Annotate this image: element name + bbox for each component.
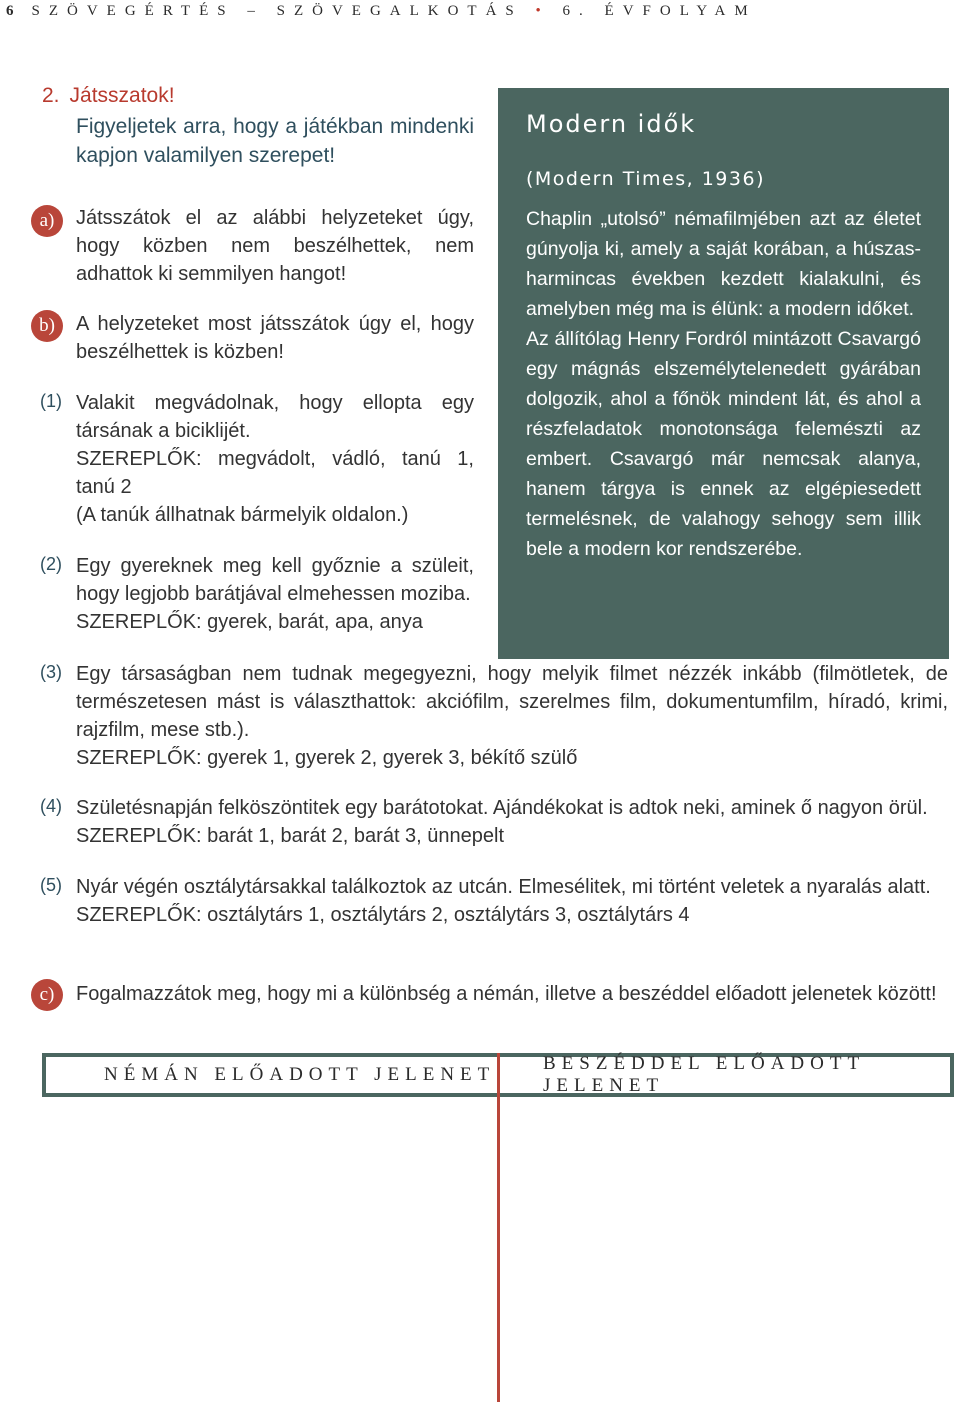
page-number: 6: [6, 2, 14, 19]
situation-1-note: (A tanúk állhatnak bármelyik oldalon.): [76, 504, 409, 526]
situation-3-number: (3): [40, 662, 62, 682]
task-c-text: Fogalmazzátok meg, hogy mi a különbség a némán, illetve a beszéddel előadott jelenetek között!: [76, 983, 937, 1005]
situation-5-roles: SZEREPLŐK: osztálytárs 1, osztálytárs 2, osztálytárs 3, osztálytárs 4: [76, 904, 690, 926]
running-title-part1: SZÖVEGÉRTÉS: [31, 2, 235, 19]
info-box-paragraph-1: Chaplin „utolsó” némafilmjében azt az életet gúnyolja ki, amely a saját korában, a húszas-harmincas években kezdett kialakulni, és amelyben még ma is élünk: a modern időket.: [526, 208, 921, 320]
info-box-title: Modern idők: [526, 110, 697, 138]
column-header-silent: NÉMÁN ELŐADOTT JELENET: [104, 1064, 496, 1085]
running-title-part3: 6. ÉVFOLYAM: [562, 2, 757, 19]
situation-4-number: (4): [40, 796, 62, 816]
situation-2-text: Egy gyereknek meg kell győznie a szüleit, hogy legjobb barátjával elmehessen moziba.: [76, 555, 474, 605]
running-title-dot: •: [535, 2, 550, 19]
section-title: [42, 84, 175, 108]
info-box-paragraph-2: Az állítólag Henry Fordról mintázott Csavargó egy mágnás elszemélytelenedett gyárában dolgozik, ahol a főnök mindent lát, és ahol a részfeladatok monotonsága felemészti az embert. Csavargó már nemcsak alanya, hanem tárgya is ennek az elgépiesedett termelésnek, de valahogy sehogy sem illik bele a modern kor rendszerébe.: [526, 328, 921, 560]
task-badge-b: b): [31, 310, 63, 342]
situation-3-roles: SZEREPLŐK: gyerek 1, gyerek 2, gyerek 3, békítő szülő: [76, 747, 578, 769]
situation-1-text: Valakit megvádolnak, hogy ellopta egy társának a biciklijét.: [76, 392, 474, 442]
situation-4-text: Születésnapján felköszöntitek egy barátotokat. Ajándékokat is adtok neki, aminek ő nagyon örül.: [76, 797, 928, 819]
page-header: [6, 0, 946, 22]
situation-1-roles: SZEREPLŐK: megvádolt, vádló, tanú 1, tanú 2: [76, 448, 474, 498]
situation-2-roles: SZEREPLŐK: gyerek, barát, apa, anya: [76, 611, 423, 633]
running-title-sep: –: [247, 2, 264, 19]
section-intro: Figyeljetek arra, hogy a játékban mindenki kapjon valamilyen szerepet!: [76, 115, 474, 167]
column-header-spoken: BESZÉDDEL ELŐADOTT JELENET: [543, 1053, 865, 1096]
section-title-text: Játsszatok!: [69, 84, 175, 107]
situation-1: [76, 389, 474, 529]
running-title: [32, 3, 757, 20]
table-column-divider: [497, 1053, 500, 1402]
situation-5: [76, 873, 948, 929]
task-b-text: A helyzeteket most játsszátok úgy el, hogy beszélhettek is közben!: [76, 313, 474, 363]
situation-3-text: Egy társaságban nem tudnak megegyezni, hogy melyik filmet nézzék inkább (filmötletek, de természetesen mást is választhattok: akciófilm, szerelmes film, dokumentumfilm, híradó, krimi, rajzfilm, mese stb.).: [76, 663, 948, 741]
situation-2-number: (2): [40, 554, 62, 574]
situation-2: [76, 552, 474, 636]
situation-5-text: Nyár végén osztálytársakkal találkoztok az utcán. Elmesélitek, mi történt veletek a nyaralás alatt.: [76, 876, 931, 898]
situation-4: [76, 794, 948, 850]
section-number: 2.: [42, 84, 60, 107]
task-badge-c: c): [31, 979, 63, 1011]
situation-5-number: (5): [40, 875, 62, 895]
task-a-text: Játsszátok el az alábbi helyzeteket úgy, hogy közben nem beszélhettek, nem adhattok ki semmilyen hangot!: [76, 207, 474, 285]
situation-4-roles: SZEREPLŐK: barát 1, barát 2, barát 3, ünnepelt: [76, 825, 505, 847]
task-badge-a: a): [31, 205, 63, 237]
info-box-modern-times: [498, 88, 949, 659]
situation-1-number: (1): [40, 391, 62, 411]
situation-3: [76, 660, 948, 772]
info-box-subtitle: (Modern Times, 1936): [526, 168, 765, 190]
running-title-part2: SZÖVEGALKOTÁS: [276, 2, 523, 19]
